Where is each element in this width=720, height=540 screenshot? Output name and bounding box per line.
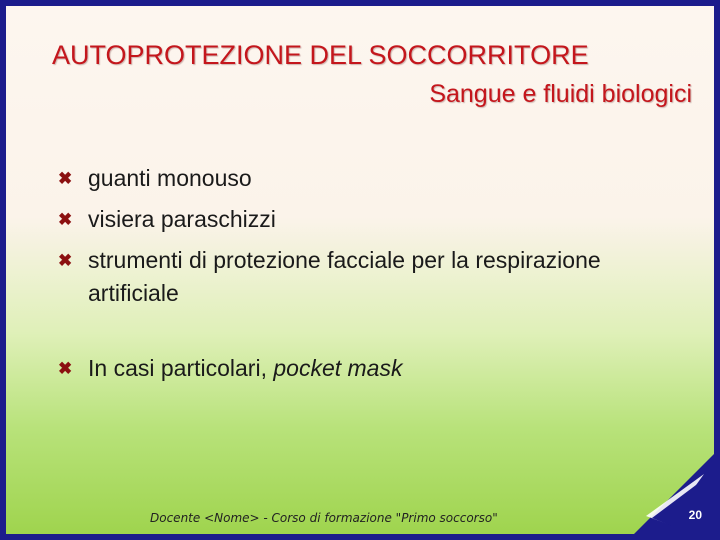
bullet-text-plain: In casi particolari, <box>88 355 274 381</box>
bullet-list <box>58 162 618 385</box>
page-number: 20 <box>688 508 702 522</box>
slide-title: AUTOPROTEZIONE DEL SOCCORRITORE <box>52 40 589 70</box>
x-mark-icon: ✖ <box>58 210 73 229</box>
bullet-item <box>58 162 618 195</box>
bullet-item <box>58 352 618 385</box>
slide-footer: Docente <Nome> - Corso di formazione "Primo soccorso" <box>150 511 498 525</box>
x-mark-icon: ✖ <box>58 251 73 270</box>
bullet-text-italic: pocket mask <box>273 355 403 381</box>
page-corner-graphic <box>634 454 714 534</box>
slide-subtitle: Sangue e fluidi biologici <box>429 80 692 108</box>
x-mark-icon: ✖ <box>58 359 73 378</box>
x-mark-icon: ✖ <box>58 169 73 188</box>
slide-panel <box>6 6 714 534</box>
bullet-text: visiera paraschizzi <box>88 206 276 232</box>
bullet-item <box>58 203 618 236</box>
bullet-item <box>58 244 618 310</box>
bullet-text: strumenti di protezione facciale per la respirazione artificiale <box>88 247 601 306</box>
bullet-text: guanti monouso <box>88 165 252 191</box>
